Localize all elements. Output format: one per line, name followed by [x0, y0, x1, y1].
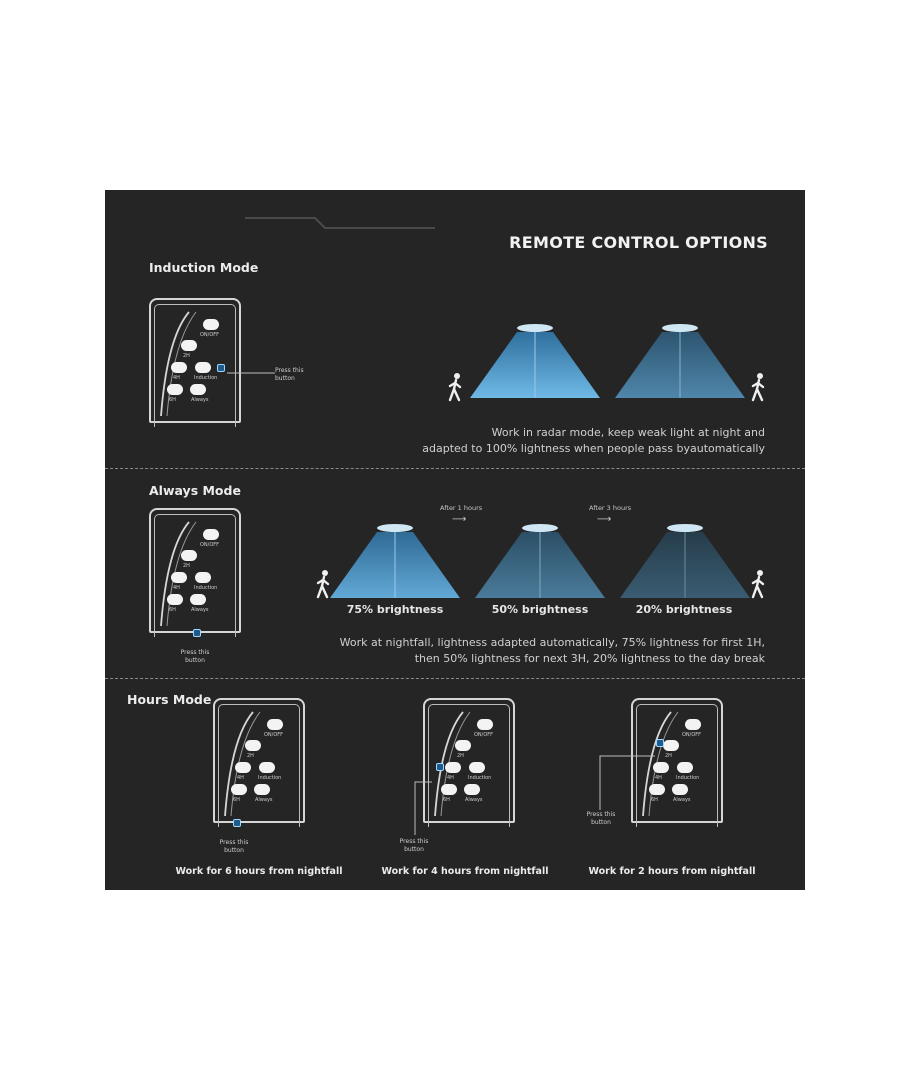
press-line2: button — [275, 375, 295, 382]
remote-button-label: ON/OFF — [200, 542, 220, 548]
remote-button-induction[interactable] — [259, 762, 275, 773]
remote-button-always[interactable] — [672, 784, 688, 795]
always-caption-line2: then 50% lightness for next 3H, 20% lightness to the day break — [414, 652, 765, 665]
remote-button-label: ON/OFF — [474, 732, 494, 738]
remote-button-induction[interactable] — [195, 572, 211, 583]
remote-button-label: 2H — [665, 753, 672, 759]
press-label-always — [173, 649, 217, 665]
remote-button-h4[interactable] — [171, 362, 187, 373]
remote-button-h4[interactable] — [235, 762, 251, 773]
remote-curve — [213, 698, 305, 823]
remote-button-h4[interactable] — [445, 762, 461, 773]
remote-button-label: 6H — [233, 797, 240, 803]
remote-button-label: 2H — [247, 753, 254, 759]
remote-button-onoff[interactable] — [203, 319, 219, 330]
remote-always — [149, 508, 241, 633]
pointer-line — [598, 754, 658, 812]
press-label-induction — [275, 367, 304, 383]
work-6h-caption: Work for 6 hours from nightfall — [175, 866, 343, 877]
remote-6h — [213, 698, 305, 823]
press-line2: button — [185, 657, 205, 664]
remote-button-h6[interactable] — [441, 784, 457, 795]
remote-button-onoff[interactable] — [685, 719, 701, 730]
remote-button-h2[interactable] — [245, 740, 261, 751]
after-3-hours-label: After 3 hours — [589, 504, 632, 512]
remote-button-label: 6H — [169, 397, 176, 403]
press-line1: Press this — [180, 649, 210, 656]
page-title: REMOTE CONTROL OPTIONS — [509, 233, 768, 252]
press-line1: Press this — [275, 367, 304, 374]
remote-button-onoff[interactable] — [267, 719, 283, 730]
remote-induction — [149, 298, 241, 423]
press-label-2h — [579, 811, 623, 827]
remote-button-onoff[interactable] — [477, 719, 493, 730]
remote-button-label: 2H — [183, 353, 190, 359]
remote-button-always[interactable] — [464, 784, 480, 795]
remote-button-h6[interactable] — [231, 784, 247, 795]
remote-button-label: Always — [255, 797, 273, 803]
remote-button-label: ON/OFF — [682, 732, 702, 738]
induction-caption — [422, 425, 765, 457]
remote-button-h2[interactable] — [663, 740, 679, 751]
walking-person-icon — [447, 372, 465, 402]
press-line2: button — [591, 819, 611, 826]
remote-button-always[interactable] — [190, 384, 206, 395]
press-label-6h — [212, 839, 256, 855]
brightness-75-label: 75% brightness — [346, 603, 444, 616]
induction-caption-line1: Work in radar mode, keep weak light at night and — [491, 426, 765, 439]
lamp-beam-dim — [610, 320, 750, 400]
remote-button-label: Induction — [194, 375, 218, 381]
induction-heading: Induction Mode — [149, 260, 259, 275]
walking-person-icon — [315, 569, 333, 599]
always-caption — [340, 635, 765, 667]
remote-button-label: ON/OFF — [200, 332, 220, 338]
remote-button-induction[interactable] — [469, 762, 485, 773]
work-2h-caption: Work for 2 hours from nightfall — [588, 866, 756, 877]
remote-button-label: 2H — [457, 753, 464, 759]
remote-button-h6[interactable] — [167, 594, 183, 605]
remote-button-label: Always — [673, 797, 691, 803]
arrow-right-icon: ⟶ — [452, 514, 467, 525]
remote-button-label: Always — [191, 607, 209, 613]
walking-person-icon — [750, 372, 768, 402]
remote-button-induction[interactable] — [677, 762, 693, 773]
remote-curve — [149, 298, 241, 423]
remote-curve — [149, 508, 241, 633]
remote-button-label: Always — [465, 797, 483, 803]
remote-button-label: Induction — [194, 585, 218, 591]
remote-button-label: 4H — [173, 585, 180, 591]
brightness-20-label: 20% brightness — [635, 603, 733, 616]
remote-button-always[interactable] — [190, 594, 206, 605]
remote-button-label: Always — [191, 397, 209, 403]
remote-button-label: 6H — [651, 797, 658, 803]
section-divider — [105, 678, 805, 679]
remote-button-h2[interactable] — [455, 740, 471, 751]
press-line2: button — [404, 846, 424, 853]
hours-heading: Hours Mode — [127, 692, 212, 707]
pointer-line — [227, 370, 277, 376]
remote-button-h2[interactable] — [181, 550, 197, 561]
section-divider — [105, 468, 805, 469]
remote-button-label: 6H — [443, 797, 450, 803]
pointer-line — [413, 780, 435, 840]
remote-button-label: 6H — [169, 607, 176, 613]
induction-caption-line2: adapted to 100% lightness when people pass byautomatically — [422, 442, 765, 455]
remote-button-h2[interactable] — [181, 340, 197, 351]
remote-button-label: Induction — [676, 775, 700, 781]
remote-button-h6[interactable] — [167, 384, 183, 395]
walking-person-icon — [750, 569, 768, 599]
press-line1: Press this — [586, 811, 616, 818]
work-4h-caption: Work for 4 hours from nightfall — [381, 866, 549, 877]
highlighted-button-marker[interactable] — [193, 629, 201, 637]
remote-button-label: 4H — [173, 375, 180, 381]
press-line1: Press this — [399, 838, 429, 845]
remote-button-label: 4H — [447, 775, 454, 781]
lamp-beam-20 — [615, 520, 755, 600]
remote-button-induction[interactable] — [195, 362, 211, 373]
remote-button-label: 4H — [237, 775, 244, 781]
brightness-50-label: 50% brightness — [491, 603, 589, 616]
always-heading: Always Mode — [149, 483, 241, 498]
press-label-4h — [392, 838, 436, 854]
remote-button-h4[interactable] — [171, 572, 187, 583]
remote-button-onoff[interactable] — [203, 529, 219, 540]
lamp-beam-bright — [465, 320, 605, 400]
infographic-panel — [105, 190, 805, 890]
highlighted-button-marker[interactable] — [217, 364, 225, 372]
after-1-hours-label: After 1 hours — [440, 504, 483, 512]
press-line2: button — [224, 847, 244, 854]
remote-button-always[interactable] — [254, 784, 270, 795]
highlighted-button-marker[interactable] — [233, 819, 241, 827]
remote-curve — [423, 698, 515, 823]
lamp-beam-75 — [325, 520, 465, 600]
remote-button-label: 2H — [183, 563, 190, 569]
press-line1: Press this — [219, 839, 249, 846]
always-caption-line1: Work at nightfall, lightness adapted automatically, 75% lightness for first 1H, — [339, 636, 765, 649]
remote-button-label: ON/OFF — [264, 732, 284, 738]
remote-button-label: Induction — [258, 775, 282, 781]
lamp-beam-50 — [470, 520, 610, 600]
highlighted-button-marker[interactable] — [656, 739, 664, 747]
remote-4h — [423, 698, 515, 823]
remote-button-label: Induction — [468, 775, 492, 781]
decorative-line — [245, 212, 545, 242]
highlighted-button-marker[interactable] — [436, 763, 444, 771]
remote-button-label: 4H — [655, 775, 662, 781]
arrow-right-icon: ⟶ — [597, 514, 612, 525]
